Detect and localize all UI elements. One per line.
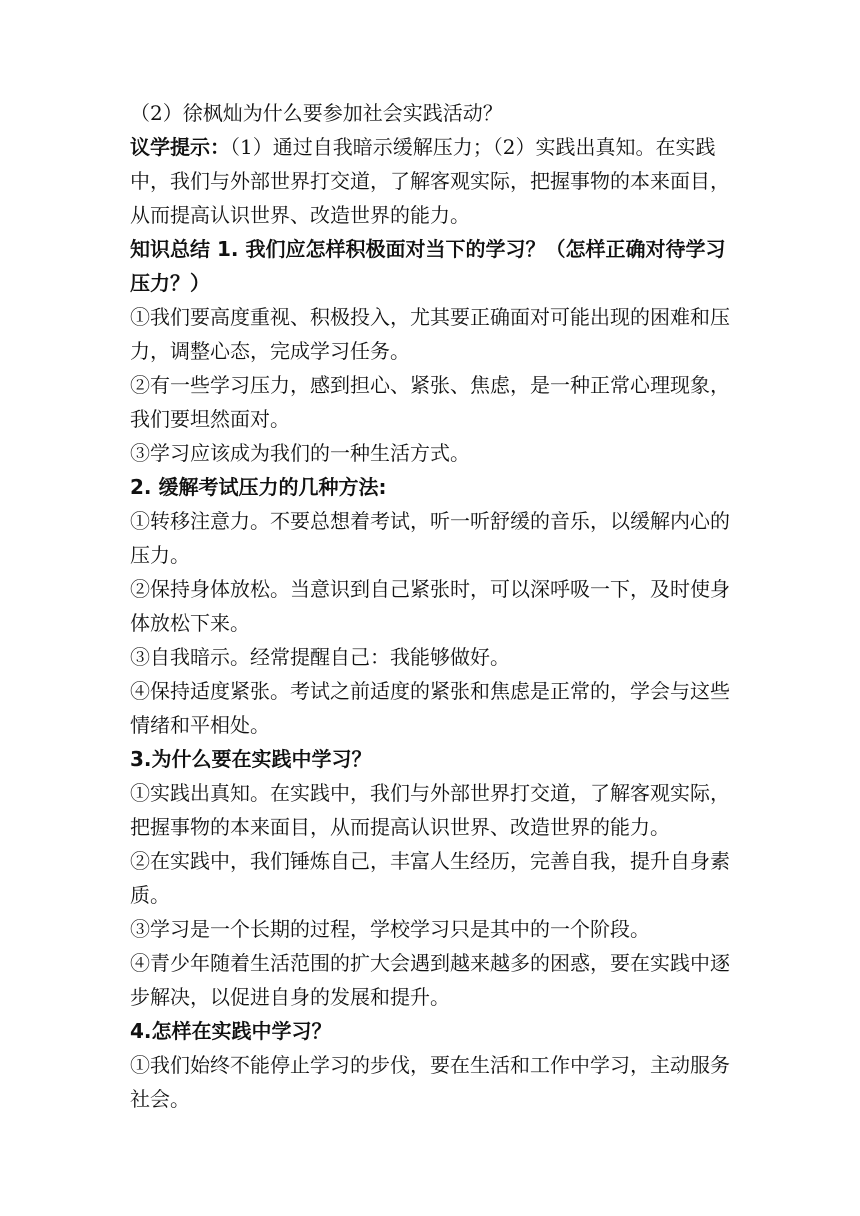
summary-2-point-2-line-1: ②保持身体放松。当意识到自己紧张时，可以深呼吸一下，及时使身: [130, 577, 730, 601]
hint-line-2: 中，我们与外部世界打交道，了解客观实际，把握事物的本来面目，: [130, 169, 730, 193]
summary-4-point-1-line-1: ①我们始终不能停止学习的步伐，要在生活和工作中学习，主动服务: [130, 1053, 730, 1077]
summary-2-heading: 2. 缓解考试压力的几种方法:: [130, 475, 387, 499]
summary-2-point-4-line-2: 情绪和平相处。: [130, 713, 270, 737]
summary-1-point-2-line-2: 我们要坦然面对。: [130, 407, 290, 431]
summary-1-point-2-line-1: ②有一些学习压力，感到担心、紧张、焦虑，是一种正常心理现象，: [130, 373, 730, 397]
summary-2-point-4-line-1: ④保持适度紧张。考试之前适度的紧张和焦虑是正常的，学会与这些: [130, 679, 730, 703]
hint-label: 议学提示：: [130, 135, 230, 159]
summary-1-point-1-line-2: 力，调整心态，完成学习任务。: [130, 339, 410, 363]
summary-3-heading: 3.为什么要在实践中学习？: [130, 747, 372, 771]
hint-line-1: [130, 130, 735, 164]
summary-3-point-4-line-1: ④青少年随着生活范围的扩大会遇到越来越多的困惑，要在实践中逐: [130, 951, 730, 975]
hint-text-1: （1）通过自我暗示缓解压力；（2）实践出真知。在实践: [230, 135, 716, 159]
summary-4-heading: 4.怎样在实践中学习？: [130, 1019, 332, 1043]
summary-4-point-1-line-2: 社会。: [130, 1087, 190, 1111]
summary-1-point-1-line-1: ①我们要高度重视、积极投入，尤其要正确面对可能出现的困难和压: [130, 305, 730, 329]
summary-2-point-1-line-1: ①转移注意力。不要总想着考试，听一听舒缓的音乐，以缓解内心的: [130, 509, 730, 533]
summary-2-point-1-line-2: 压力。: [130, 543, 190, 567]
summary-3-point-1-line-1: ①实践出真知。在实践中，我们与外部世界打交道，了解客观实际，: [130, 781, 730, 805]
summary-3-point-4-line-2: 步解决，以促进自身的发展和提升。: [130, 985, 450, 1009]
hint-line-3: 从而提高认识世界、改造世界的能力。: [130, 203, 470, 227]
summary-3-point-2-line-2: 质。: [130, 883, 170, 907]
summary-2-point-3: ③自我暗示。经常提醒自己：我能够做好。: [130, 645, 510, 669]
summary-2-point-2-line-2: 体放松下来。: [130, 611, 250, 635]
summary-3-point-3: ③学习是一个长期的过程，学校学习只是其中的一个阶段。: [130, 917, 650, 941]
summary-1-heading-line-1: 知识总结 1. 我们应怎样积极面对当下的学习？（怎样正确对待学习: [130, 237, 726, 261]
question-2: （2）徐枫灿为什么要参加社会实践活动？: [130, 101, 503, 125]
summary-3-point-2-line-1: ②在实践中，我们锤炼自己，丰富人生经历，完善自我，提升自身素: [130, 849, 730, 873]
summary-1-heading-line-2: 压力？）: [130, 271, 210, 295]
summary-3-point-1-line-2: 把握事物的本来面目，从而提高认识世界、改造世界的能力。: [130, 815, 670, 839]
document-content: [130, 96, 735, 1116]
summary-1-point-3: ③学习应该成为我们的一种生活方式。: [130, 441, 470, 465]
